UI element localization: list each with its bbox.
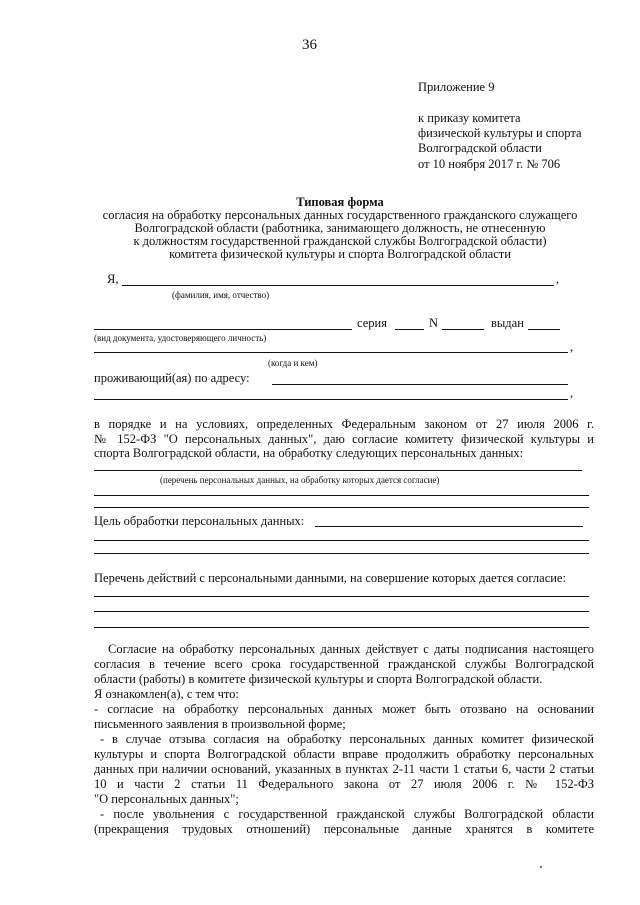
document-type-line[interactable]	[94, 329, 352, 330]
when-caption: (когда и кем)	[268, 358, 318, 368]
address-line-2[interactable]	[94, 399, 568, 400]
form-subtitle-line: Волгоградской области (работника, занимающего должность, не отнесенную	[134, 221, 546, 235]
bullet-line: - в случае отзыва согласия на обработку персональных данных комитет физической	[100, 732, 594, 746]
bullet-line: данных при наличии оснований, указанных в пунктах 2-11 части 1 статьи 6, части 2 статьи	[94, 762, 594, 776]
form-subtitle-line: комитета физической культуры и спорта Волгоградской области	[169, 247, 511, 261]
appendix-line: Волгоградской области	[418, 141, 542, 155]
actions-line[interactable]	[94, 596, 589, 597]
validity-line: Согласие на обработку персональных данных действует с даты подписания настоящего	[108, 642, 594, 656]
consent-line: в порядке и на условиях, определенных Федеральным законом от 27 июля 2006 г.	[94, 417, 594, 431]
form-subtitle-line: к должностям государственной гражданской службы Волгоградской области)	[133, 234, 547, 248]
acknowledgement: Я ознакомлен(а), с тем что:	[94, 687, 239, 701]
form-title: Типовая форма	[296, 195, 384, 209]
page-number: 36	[302, 37, 317, 53]
actions-line-2[interactable]	[94, 611, 589, 612]
bullet-line: - согласие на обработку персональных данных может быть отозвано на основании	[94, 702, 594, 716]
fio-line[interactable]	[122, 285, 554, 286]
purpose-label: Цель обработки персональных данных:	[94, 514, 305, 528]
bullet-line: (прекращения трудовых отношений) персональные данные хранятся в комитете	[94, 822, 594, 836]
bullet-line: - после увольнения с государственной гражданской службы Волгоградской области	[100, 807, 594, 821]
purpose-line[interactable]	[315, 526, 583, 527]
comma: ,	[556, 272, 560, 286]
consent-line: спорта Волгоградской области, на обработку следующих персональных данных:	[94, 446, 524, 460]
issued-by-line[interactable]	[94, 352, 568, 353]
bullet-line: культуры и спорта Волгоградской области вправе продолжить обработку персональных	[94, 747, 594, 761]
scan-speck	[540, 866, 542, 868]
number-label: N	[429, 316, 439, 330]
appendix-title: Приложение 9	[418, 80, 495, 94]
personal-data-line-3[interactable]	[94, 507, 589, 508]
actions-line-3[interactable]	[94, 627, 589, 628]
series-line[interactable]	[395, 329, 424, 330]
personal-data-caption: (перечень персональных данных, на обработку которых дается согласие)	[160, 475, 440, 485]
document-caption: (вид документа, удостоверяющего личность)	[94, 333, 267, 343]
personal-data-line[interactable]	[94, 470, 582, 471]
appendix-line: физической культуры и спорта	[418, 126, 582, 140]
bullet-line: письменного заявления в произвольной форме;	[94, 717, 346, 731]
ya-label: Я,	[107, 272, 119, 286]
address-label: проживающий(ая) по адресу:	[94, 371, 250, 385]
purpose-line-3[interactable]	[94, 553, 589, 554]
validity-line: согласия в течение всего срока государственной гражданской службы Волгоградской	[94, 657, 594, 671]
issued-line[interactable]	[528, 329, 560, 330]
appendix-line: от 10 ноября 2017 г. № 706	[418, 157, 561, 171]
appendix-line: к приказу комитета	[418, 111, 521, 125]
bullet-line: "О персональных данных";	[94, 792, 239, 806]
purpose-line-2[interactable]	[94, 540, 589, 541]
comma: ,	[570, 340, 574, 354]
form-subtitle-line: согласия на обработку персональных данных государственного гражданского служащего	[102, 208, 578, 222]
comma: ,	[570, 386, 574, 400]
issued-label: выдан	[491, 316, 524, 330]
bullet-line: 10 и части 2 статьи 11 Федерального закона от 27 июля 2006 г. № 152-ФЗ	[94, 777, 594, 791]
fio-caption: (фамилия, имя, отчество)	[172, 290, 270, 300]
validity-line: области (работы) в комитете физической культуры и спорта Волгоградской области.	[94, 672, 543, 686]
address-line[interactable]	[272, 384, 568, 385]
number-line[interactable]	[442, 329, 484, 330]
actions-label: Перечень действий с персональными данными, на совершение которых дается согласие:	[94, 571, 566, 585]
series-label: серия	[357, 316, 387, 330]
personal-data-line-2[interactable]	[94, 495, 589, 496]
consent-line: № 152-ФЗ "О персональных данных", даю согласие комитету физической культуры и	[94, 432, 594, 446]
